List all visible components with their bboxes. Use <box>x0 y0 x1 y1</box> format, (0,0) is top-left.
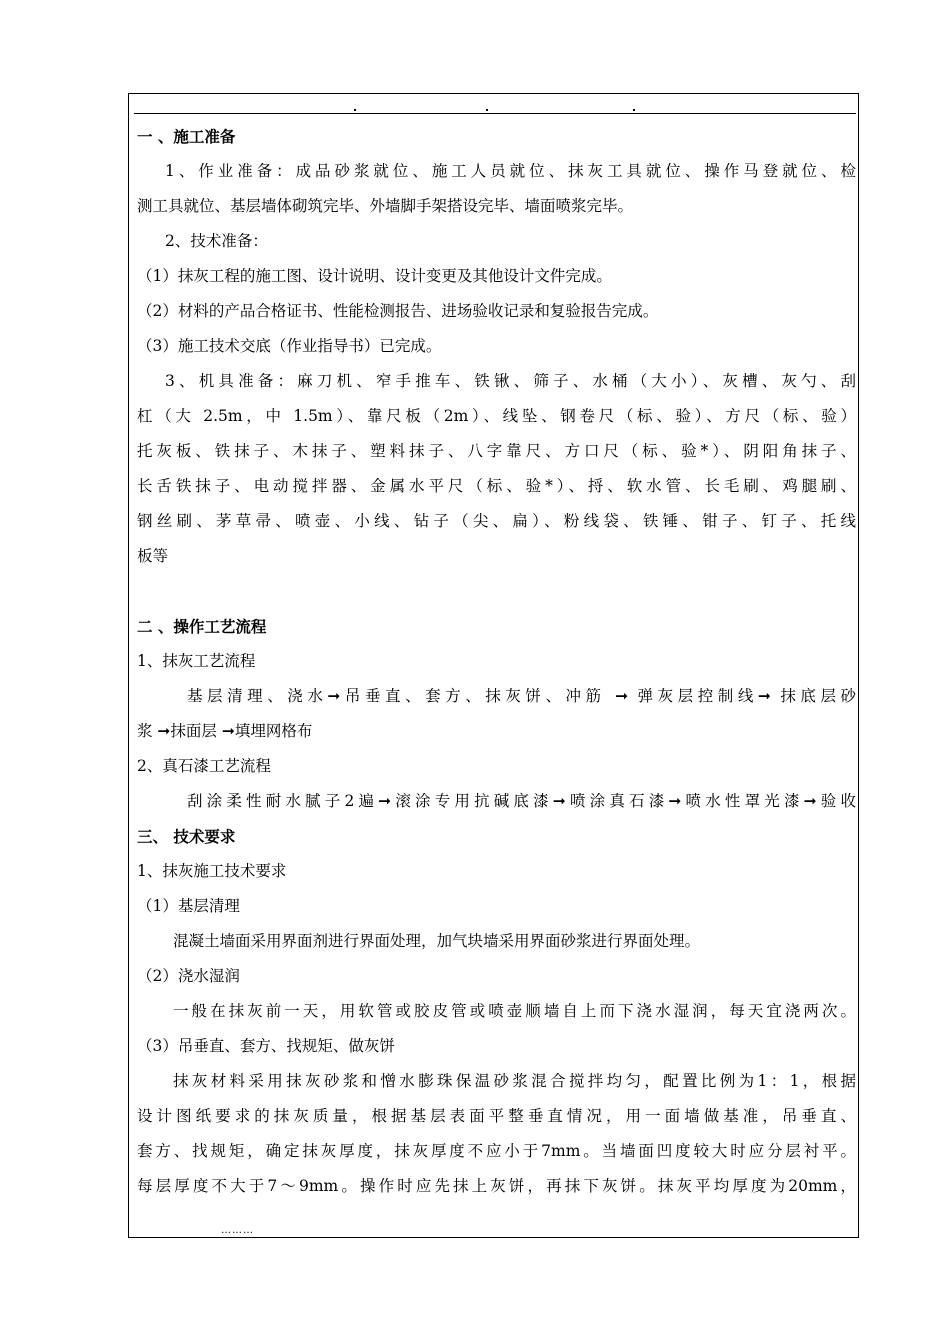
section-heading: 三、 技术要求 <box>137 827 236 846</box>
paragraph-line: （1）基层清理 <box>137 897 240 915</box>
paragraph-line: 托灰板、铁抹子、木抹子、塑料抹子、八字靠尺、方口尺（标、验*）、阴阳角抹子、 <box>137 442 856 460</box>
paragraph-line: （3）吊垂直、套方、找规矩、做灰饼 <box>137 1037 395 1055</box>
paragraph-line: （2）浇水湿润 <box>137 967 240 985</box>
section-heading: 一 、施工准备 <box>137 127 236 146</box>
header-tick <box>354 109 356 111</box>
section-heading: 二 、操作工艺流程 <box>137 617 267 636</box>
paragraph-line: 2、技术准备： <box>165 232 268 250</box>
paragraph-line: 测工具就位、基层墙体砌筑完毕、外墙脚手架搭设完毕、墙面喷浆完毕。 <box>137 197 634 215</box>
paragraph-line: 抹灰材料采用抹灰砂浆和憎水膨珠保温砂浆混合搅拌均匀，配置比例为1：1，根据 <box>173 1072 856 1090</box>
paragraph-line: 长舌铁抹子、电动搅拌器、金属水平尺（标、验*）、捋、软水管、长毛刷、鸡腿刷、 <box>137 477 856 495</box>
paragraph-line: （1）抹灰工程的施工图、设计说明、设计变更及其他设计文件完成。 <box>137 267 612 285</box>
paragraph-line: 3、机具准备：麻刀机、窄手推车、铁锹、筛子、水桶（大小）、灰槽、灰勺、刮 <box>165 372 856 390</box>
paragraph-line: （3）施工技术交底（作业指导书）已完成。 <box>137 337 442 355</box>
paragraph-line: 1、作业准备：成品砂浆就位、施工人员就位、抹灰工具就位、操作马登就位、检 <box>165 162 856 180</box>
paragraph-line: 每层厚度不大于7～9mm。操作时应先抹上灰饼，再抹下灰饼。抹灰平均厚度为20mm， <box>137 1177 856 1195</box>
paragraph-line: 设计图纸要求的抹灰质量，根据基层表面平整垂直情况，用一面墙做基准，吊垂直、 <box>137 1107 856 1125</box>
footer-dots: ……… <box>221 1225 254 1236</box>
paragraph-line: 一般在抹灰前一天，用软管或胶皮管或喷壶顺墙自上而下浇水湿润，每天宜浇两次。 <box>173 1002 856 1020</box>
paragraph-line: 杠（大 2.5m，中 1.5m）、靠尺板（2m）、线坠、钢卷尺（标、验）、方尺（标、验） <box>137 407 856 425</box>
paragraph-line: 基层清理、浇水➞吊垂直、套方、抹灰饼、冲筋 ➞ 弹灰层控制线➞ 抹底层砂 <box>187 687 856 705</box>
paragraph-line: 浆 ➞抹面层 ➞填埋网格布 <box>137 722 313 740</box>
header-rule <box>134 113 856 114</box>
paragraph-line: 1、抹灰施工技术要求 <box>137 862 287 880</box>
paragraph-line: 板等 <box>137 547 169 565</box>
paragraph-line: 刮涂柔性耐水腻子2遍➞滚涂专用抗碱底漆➞喷涂真石漆➞喷水性罩光漆➞验收 <box>187 792 856 810</box>
blank-line <box>137 574 856 609</box>
paragraph-line: 钢丝刷、茅草帚、喷壶、小线、钻子（尖、扁）、粉线袋、铁锤、钳子、钉子、托线 <box>137 512 856 530</box>
header-tick <box>486 109 488 111</box>
paragraph-line: 混凝土墙面采用界面剂进行界面处理，加气块墙采用界面砂浆进行界面处理。 <box>173 932 701 950</box>
paragraph-line: 套方、找规矩，确定抹灰厚度，抹灰厚度不应小于7mm。当墙面凹度较大时应分层衬平。 <box>137 1142 856 1160</box>
paragraph-line: 1、抹灰工艺流程 <box>137 652 256 670</box>
header-tick <box>633 109 635 111</box>
paragraph-line: 2、真石漆工艺流程 <box>137 757 271 775</box>
paragraph-line: （2）材料的产品合格证书、性能检测报告、进场验收记录和复验报告完成。 <box>137 302 659 320</box>
document-body <box>137 119 856 1204</box>
